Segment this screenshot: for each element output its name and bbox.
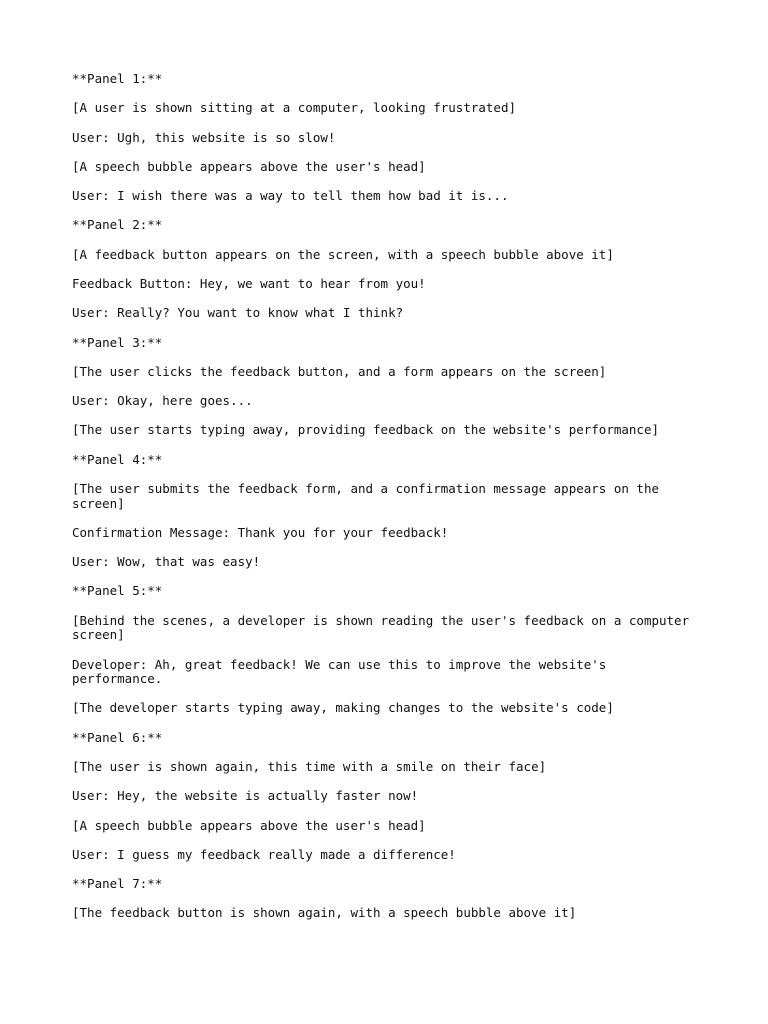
dialogue-line: User: Okay, here goes... bbox=[72, 393, 253, 409]
dialogue-line: Feedback Button: Hey, we want to hear from you! bbox=[72, 275, 426, 291]
dialogue-line: User: Ugh, this website is so slow! bbox=[72, 129, 336, 145]
stage-direction: [A speech bubble appears above the user's head] bbox=[72, 817, 426, 833]
stage-direction: [A feedback button appears on the screen, with a speech bubble above it] bbox=[72, 246, 614, 262]
dialogue-line: User: Really? You want to know what I think? bbox=[72, 305, 404, 321]
stage-direction: [Behind the scenes, a developer is shown reading the user's feedback on a computer screen] bbox=[72, 612, 697, 643]
panel-1-heading: **Panel 1:** bbox=[72, 71, 163, 86]
stage-direction: [The user clicks the feedback button, and a form appears on the screen] bbox=[72, 363, 607, 379]
panel-7-heading: **Panel 7:** bbox=[72, 876, 163, 892]
panel-4-heading: **Panel 4:** bbox=[72, 451, 163, 467]
stage-direction: [The developer starts typing away, making changes to the website's code] bbox=[72, 700, 614, 716]
dialogue-line: User: Wow, that was easy! bbox=[72, 554, 261, 570]
stage-direction: [A speech bubble appears above the user's head] bbox=[72, 158, 426, 174]
dialogue-line: Developer: Ah, great feedback! We can use this to improve the website's performance. bbox=[72, 656, 614, 687]
document-page bbox=[72, 72, 696, 936]
stage-direction: [The user starts typing away, providing feedback on the website's performance] bbox=[72, 422, 659, 438]
dialogue-line: User: Hey, the website is actually faster now! bbox=[72, 788, 419, 804]
panel-6-heading: **Panel 6:** bbox=[72, 729, 163, 745]
stage-direction: [A user is shown sitting at a computer, looking frustrated] bbox=[72, 100, 517, 116]
panel-3-heading: **Panel 3:** bbox=[72, 334, 163, 350]
panel-2-heading: **Panel 2:** bbox=[72, 217, 163, 233]
panel-5-heading: **Panel 5:** bbox=[72, 583, 163, 599]
dialogue-line: Confirmation Message: Thank you for your feedback! bbox=[72, 524, 449, 540]
dialogue-line: User: I wish there was a way to tell them how bad it is... bbox=[72, 188, 509, 204]
dialogue-line: User: I guess my feedback really made a difference! bbox=[72, 846, 456, 862]
stage-direction: [The user submits the feedback form, and a confirmation message appears on the screen] bbox=[72, 480, 667, 511]
stage-direction: [The user is shown again, this time with a smile on their face] bbox=[72, 758, 547, 774]
stage-direction: [The feedback button is shown again, with a speech bubble above it] bbox=[72, 905, 577, 921]
